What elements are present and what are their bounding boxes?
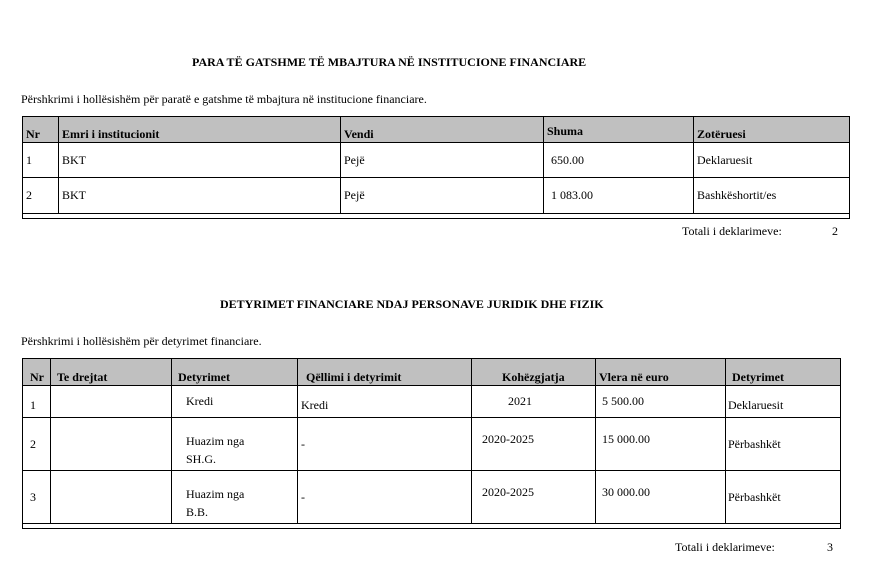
cell-value: 15 000.00: [596, 418, 726, 471]
table-row: [23, 143, 850, 178]
cell-obligation: Huazim nga B.B.: [172, 471, 298, 524]
table-header-row: [23, 359, 841, 386]
cell-creditor: [51, 418, 172, 471]
cell-obligation2: Përbashkët: [726, 471, 841, 524]
header-value: Vlera në euro: [596, 359, 726, 386]
header-obligation2: Detyrimet: [726, 359, 841, 386]
section2-description: Përshkrimi i hollësishëm për detyrimet financiare.: [21, 334, 262, 348]
cell-purpose: Kredi: [298, 386, 472, 418]
section2-title: DETYRIMET FINANCIARE NDAJ PERSONAVE JURIDIK DHE FIZIK: [220, 297, 604, 311]
header-obligation: Detyrimet: [172, 359, 298, 386]
cell-duration: 2020-2025: [472, 418, 596, 471]
total-label: Totali i deklarimeve:: [682, 224, 782, 238]
cell-obligation2: Përbashkët: [726, 418, 841, 471]
cell-nr: 2: [23, 178, 59, 214]
header-nr: Nr: [23, 359, 51, 386]
section1-description: Përshkrimi i hollësishëm për paratë e gatshme të mbajtura në institucione financiare.: [21, 92, 427, 106]
cell-country: Pejë: [341, 143, 544, 178]
table-row: [23, 471, 841, 524]
cell-obligation2: Deklaruesit: [726, 386, 841, 418]
header-purpose: Qëllimi i detyrimit: [298, 359, 472, 386]
cell-creditor: [51, 386, 172, 418]
table-spacer-row: [23, 214, 850, 219]
section1-title: PARA TË GATSHME TË MBAJTURA NË INSTITUCIONE FINANCIARE: [192, 55, 587, 69]
table-row: [23, 178, 850, 214]
section1-total: [682, 224, 842, 239]
header-country: Vendi: [341, 117, 544, 143]
cell-institution: BKT: [59, 143, 341, 178]
header-institution: Emri i institucionit: [59, 117, 341, 143]
header-duration: Kohëzgjatja: [472, 359, 596, 386]
table-spacer-row: [23, 524, 841, 529]
header-amount: Shuma: [544, 117, 694, 143]
total-label: Totali i deklarimeve:: [675, 540, 775, 554]
table-row: [23, 418, 841, 471]
header-nr: Nr: [23, 117, 59, 143]
total-count: 3: [827, 540, 833, 554]
table-header-row: [23, 117, 850, 143]
cell-obligation: Kredi: [172, 386, 298, 418]
cell-owner: Bashkëshortit/es: [694, 178, 850, 214]
cell-amount: 1 083.00: [544, 178, 694, 214]
cell-amount: 650.00: [544, 143, 694, 178]
header-creditor: Te drejtat: [51, 359, 172, 386]
cell-duration: 2020-2025: [472, 471, 596, 524]
total-count: 2: [832, 224, 838, 238]
cell-country: Pejë: [341, 178, 544, 214]
cash-holdings-table: [22, 116, 850, 219]
section2-total: [675, 540, 835, 555]
cell-obligation: Huazim nga SH.G.: [172, 418, 298, 471]
cell-creditor: [51, 471, 172, 524]
cell-purpose: -: [298, 418, 472, 471]
cell-value: 5 500.00: [596, 386, 726, 418]
header-owner: Zotëruesi: [694, 117, 850, 143]
cell-nr: 2: [23, 418, 51, 471]
cell-value: 30 000.00: [596, 471, 726, 524]
financial-obligations-table: [22, 358, 841, 529]
cell-duration: 2021: [472, 386, 596, 418]
cell-nr: 3: [23, 471, 51, 524]
cell-owner: Deklaruesit: [694, 143, 850, 178]
cell-nr: 1: [23, 143, 59, 178]
cell-institution: BKT: [59, 178, 341, 214]
table-row: [23, 386, 841, 418]
cell-purpose: -: [298, 471, 472, 524]
cell-nr: 1: [23, 386, 51, 418]
